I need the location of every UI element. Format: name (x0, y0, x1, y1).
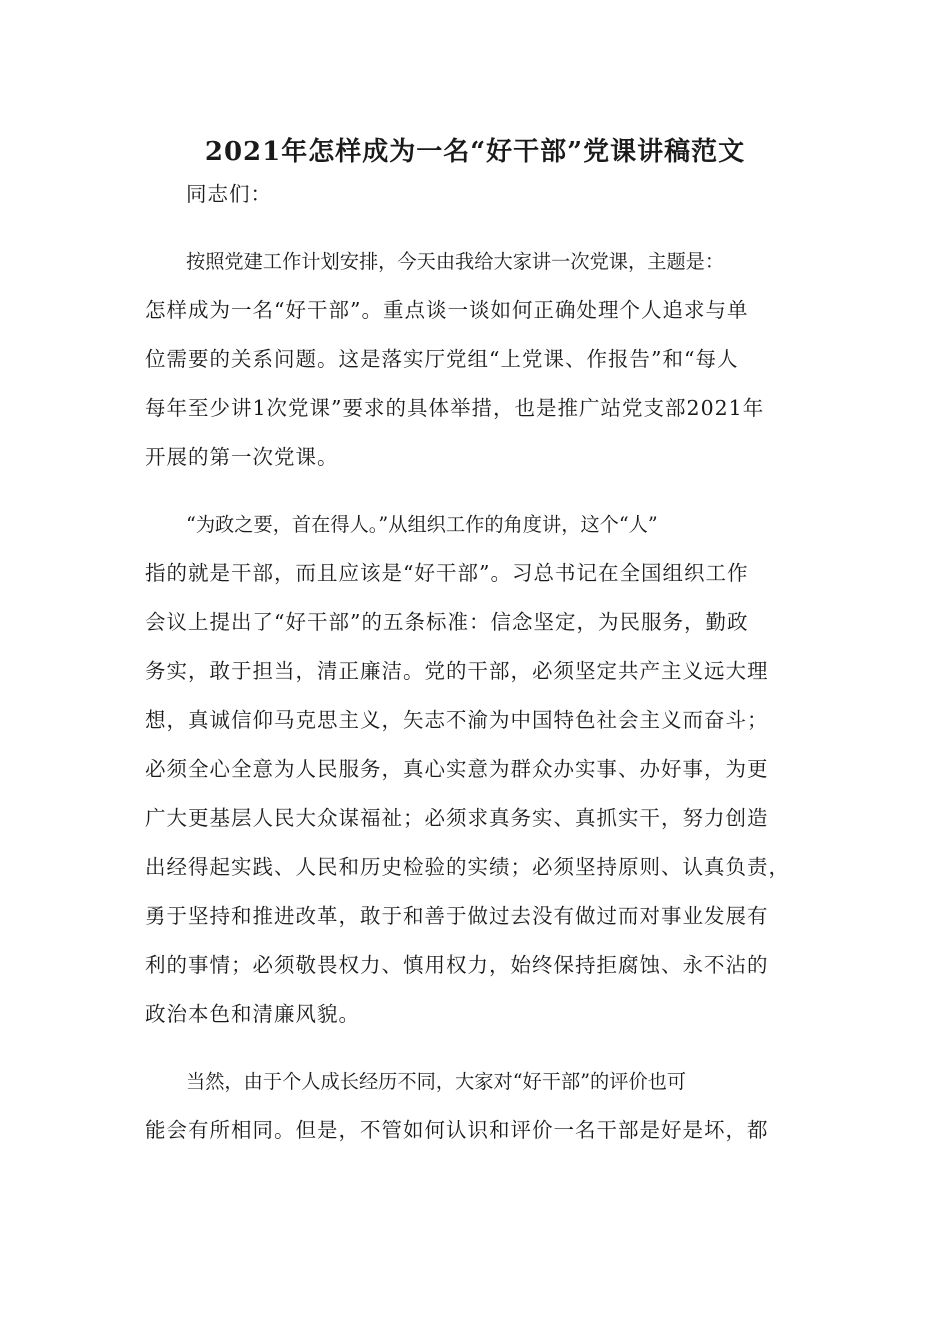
paragraph-line: 怎样成为一名“好干部”。重点谈一谈如何正确处理个人追求与单 (145, 298, 749, 322)
paragraph-line: 利的事情；必须敬畏权力、慎用权力，始终保持拒腐蚀、永不沾的 (145, 953, 769, 977)
paragraph-line: 位需要的关系问题。这是落实厅党组“上党课、作报告”和“每人 (145, 347, 739, 371)
paragraph-line: 广大更基层人民大众谋福祉；必须求真务实、真抓实干，努力创造 (145, 806, 769, 830)
paragraph-2 (145, 500, 805, 1039)
paragraph-1 (145, 237, 805, 482)
paragraph-line: 当然，由于个人成长经历不同，大家对“好干部”的评价也可 (186, 1070, 687, 1093)
paragraph-line: 每年至少讲1次党课”要求的具体举措，也是推广站党支部2021年 (145, 396, 765, 420)
paragraph-line: 能会有所相同。但是，不管如何认识和评价一名干部是好是坏，都 (145, 1118, 769, 1142)
document-title: 2021年怎样成为一名“好干部”党课讲稿范文 (204, 137, 746, 167)
paragraph-line: 会议上提出了“好干部”的五条标准：信念坚定，为民服务，勤政 (145, 610, 749, 634)
paragraph-line: 想，真诚信仰马克思主义，矢志不渝为中国特色社会主义而奋斗； (145, 708, 769, 732)
paragraph-line: 出经得起实践、人民和历史检验的实绩；必须坚持原则、认真负责， (145, 855, 790, 879)
salutation: 同志们： (186, 182, 272, 206)
paragraph-line: 勇于坚持和推进改革，敢于和善于做过去没有做过而对事业发展有 (145, 904, 769, 928)
paragraph-line: 按照党建工作计划安排，今天由我给大家讲一次党课，主题是： (186, 250, 725, 273)
paragraph-line: 必须全心全意为人民服务，真心实意为群众办实事、办好事，为更 (145, 757, 769, 781)
document-body (145, 170, 805, 1173)
paragraph-line: 务实，敢于担当，清正廉洁。党的干部，必须坚定共产主义远大理 (145, 659, 769, 683)
paragraph-3 (145, 1057, 805, 1155)
paragraph-line: 政治本色和清廉风貌。 (145, 1002, 360, 1026)
paragraph-line: 开展的第一次党课。 (145, 445, 339, 469)
paragraph-line: 指的就是干部，而且应该是“好干部”。习总书记在全国组织工作 (145, 561, 749, 585)
paragraph-line: “为政之要，首在得人。”从组织工作的角度讲，这个“人” (186, 513, 658, 536)
